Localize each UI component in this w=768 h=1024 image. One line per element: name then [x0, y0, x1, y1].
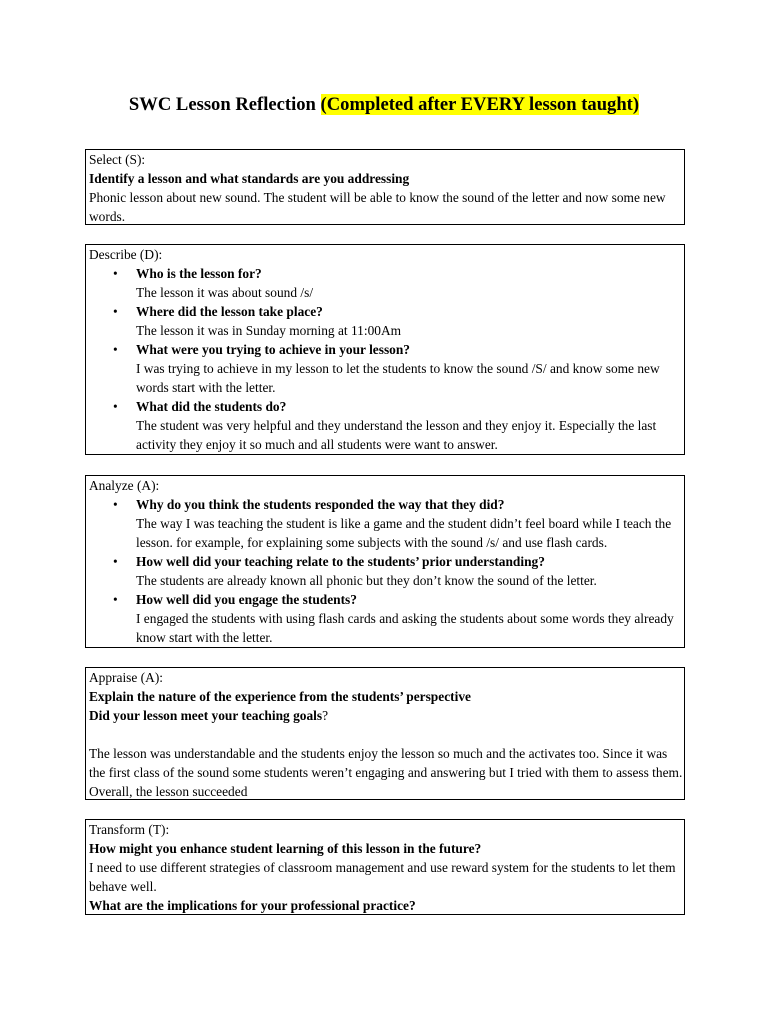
appraise-question-2: Did your lesson meet your teaching goals [89, 708, 323, 723]
bullet-icon: • [113, 592, 118, 607]
bullet-icon: • [113, 497, 118, 512]
title-highlight: (Completed after EVERY lesson taught) [320, 94, 640, 115]
bullet-icon: • [113, 266, 118, 281]
transform-section [85, 819, 685, 915]
appraise-question-1: Explain the nature of the experience from the students’ perspective [89, 689, 471, 704]
analyze-question: Why do you think the students responded the way that they did? [136, 497, 505, 512]
appraise-label: Appraise (A): [89, 670, 163, 685]
list-item [89, 552, 684, 590]
describe-answer: I was trying to achieve in my lesson to let the students to know the sound /S/ and know some new words start with the letter. [136, 361, 660, 395]
describe-label: Describe (D): [89, 247, 163, 262]
describe-answer: The lesson it was in Sunday morning at 11:00Am [136, 323, 402, 338]
describe-list [89, 264, 684, 454]
list-item [89, 264, 684, 302]
analyze-question: How well did your teaching relate to the students’ prior understanding? [136, 554, 545, 569]
bullet-icon: • [113, 342, 118, 357]
select-label: Select (S): [89, 152, 146, 167]
title-main: SWC Lesson Reflection [128, 94, 321, 115]
describe-answer: The student was very helpful and they understand the lesson and they enjoy it. Especially the last activity they enjoy it so much and all students were want to answer. [136, 418, 657, 452]
analyze-answer: I engaged the students with using flash cards and asking the students about some words they already know start with the letter. [136, 611, 674, 645]
list-item [89, 302, 684, 340]
list-item [89, 340, 684, 397]
describe-question: Who is the lesson for? [136, 266, 262, 281]
bullet-icon: • [113, 304, 118, 319]
page-title [0, 92, 768, 118]
select-question: Identify a lesson and what standards are you addressing [89, 171, 410, 186]
analyze-answer: The way I was teaching the student is like a game and the student didn’t feel board while I teach the lesson. for example, for explaining some subjects with the sound /s/ and use flash cards. [136, 516, 672, 550]
analyze-list [89, 495, 684, 647]
describe-question: What were you trying to achieve in your lesson? [136, 342, 411, 357]
appraise-question-2-mark: ? [322, 708, 329, 723]
analyze-label: Analyze (A): [89, 478, 160, 493]
appraise-answer: The lesson was understandable and the students enjoy the lesson so much and the activates too. Since it was the first class of the sound some students weren’t engaging and answering but I tried with them to assess them. Overall, the lesson succeeded [89, 746, 683, 799]
select-answer: Phonic lesson about new sound. The student will be able to know the sound of the letter and now some new words. [89, 190, 666, 224]
analyze-section [85, 475, 685, 648]
describe-answer: The lesson it was about sound /s/ [136, 285, 314, 300]
list-item [89, 397, 684, 454]
bullet-icon: • [113, 554, 118, 569]
transform-question-2: What are the implications for your professional practice? [89, 898, 416, 913]
transform-question-1: How might you enhance student learning of this lesson in the future? [89, 841, 482, 856]
list-item [89, 590, 684, 647]
describe-question: What did the students do? [136, 399, 287, 414]
describe-section [85, 244, 685, 455]
transform-label: Transform (T): [89, 822, 170, 837]
transform-answer-1: I need to use different strategies of classroom management and use reward system for the students to let them behave well. [89, 860, 676, 894]
analyze-question: How well did you engage the students? [136, 592, 357, 607]
describe-question: Where did the lesson take place? [136, 304, 323, 319]
bullet-icon: • [113, 399, 118, 414]
list-item [89, 495, 684, 552]
analyze-answer: The students are already known all phonic but they don’t know the sound of the letter. [136, 573, 597, 588]
appraise-section [85, 667, 685, 800]
select-section [85, 149, 685, 225]
